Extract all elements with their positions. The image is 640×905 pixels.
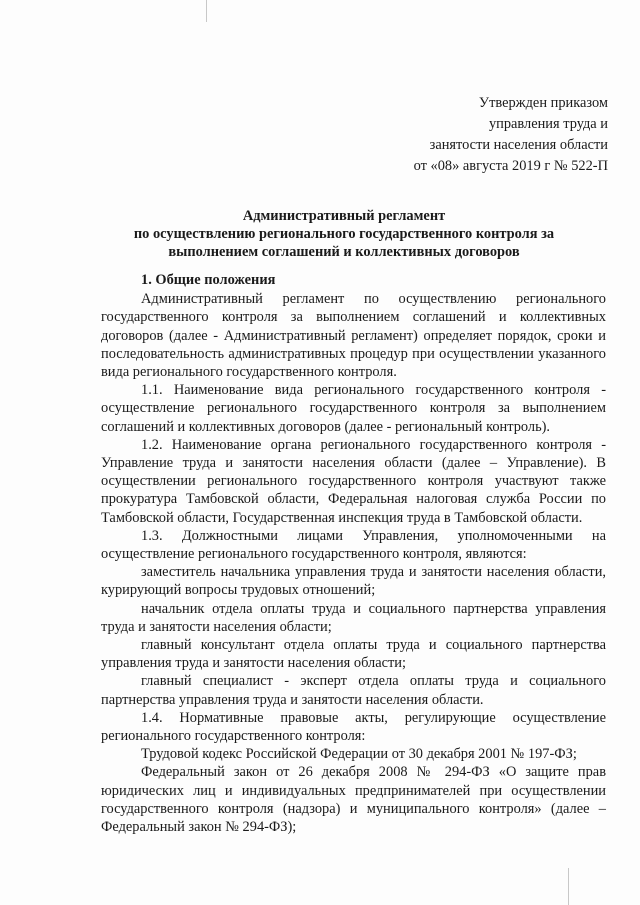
list-item: главный специалист - эксперт отдела оплаты труда и социального партнерства управления труда и занятости населения области. [101, 673, 606, 708]
approval-line: от «08» августа 2019 г № 522-П [413, 158, 608, 174]
approval-stamp [414, 93, 608, 177]
approval-line: Утвержден приказом [478, 95, 608, 111]
scan-artifact-top [206, 0, 207, 22]
title-line: по осуществлению регионального государственного контроля за [133, 226, 555, 242]
paragraph-1-1: 1.1. Наименование вида регионального государственного контроля - осуществление регионального государственного контроля за выполнением соглашений и коллективных договоров (далее - региональный контроль). [101, 382, 606, 435]
list-item: Федеральный закон от 26 декабря 2008 № 294-ФЗ «О защите прав юридических лиц и индивидуальных предпринимателей при осуществлении государственного контроля (надзора) и муниципального контроля» (далее – Федеральный закон № 294-ФЗ); [101, 764, 606, 836]
title-line: Административный регламент [242, 208, 446, 224]
paragraph-1-2: 1.2. Наименование органа регионального государственного контроля - Управление труда и занятости населения области (далее – Управление). В осуществлении регионального государственного контроля участвуют также прокуратура Тамбовской области, Федеральная налоговая служба России по Тамбовской области, Государственная инспекция труда в Тамбовской области. [101, 436, 606, 526]
list-item: Трудовой кодекс Российской Федерации от 30 декабря 2001 № 197-ФЗ; [141, 746, 577, 763]
paragraph-1-3: 1.3. Должностными лицами Управления, уполномоченными на осуществление регионального государственного контроля, являются: [101, 527, 606, 563]
approval-line: управления труда и [488, 116, 608, 132]
list-item: главный консультант отдела оплаты труда и социального партнерства управления труда и занятости населения области; [101, 637, 606, 672]
document-body [101, 271, 606, 836]
scan-artifact-bottom [568, 868, 569, 905]
list-item: заместитель начальника управления труда и занятости населения области, курирующий вопросы трудовых отношений; [101, 564, 606, 599]
paragraph-intro: Административный регламент по осуществлению регионального государственного контроля за выполнением соглашений и коллективных договоров (далее - Административный регламент) определяет порядок, сроки и последовательность административных процедур при осуществлении указанного вида регионального государственного контроля. [101, 291, 606, 381]
list-item: начальник отдела оплаты труда и социального партнерства управления труда и занятости населения области; [101, 600, 606, 635]
document-title [96, 207, 592, 261]
section-heading: 1. Общие положения [141, 272, 276, 288]
paragraph-1-4: 1.4. Нормативные правовые акты, регулирующие осуществление регионального государственного контроля: [101, 709, 606, 745]
approval-line: занятости населения области [429, 137, 608, 153]
title-line: выполнением соглашений и коллективных договоров [168, 244, 520, 260]
